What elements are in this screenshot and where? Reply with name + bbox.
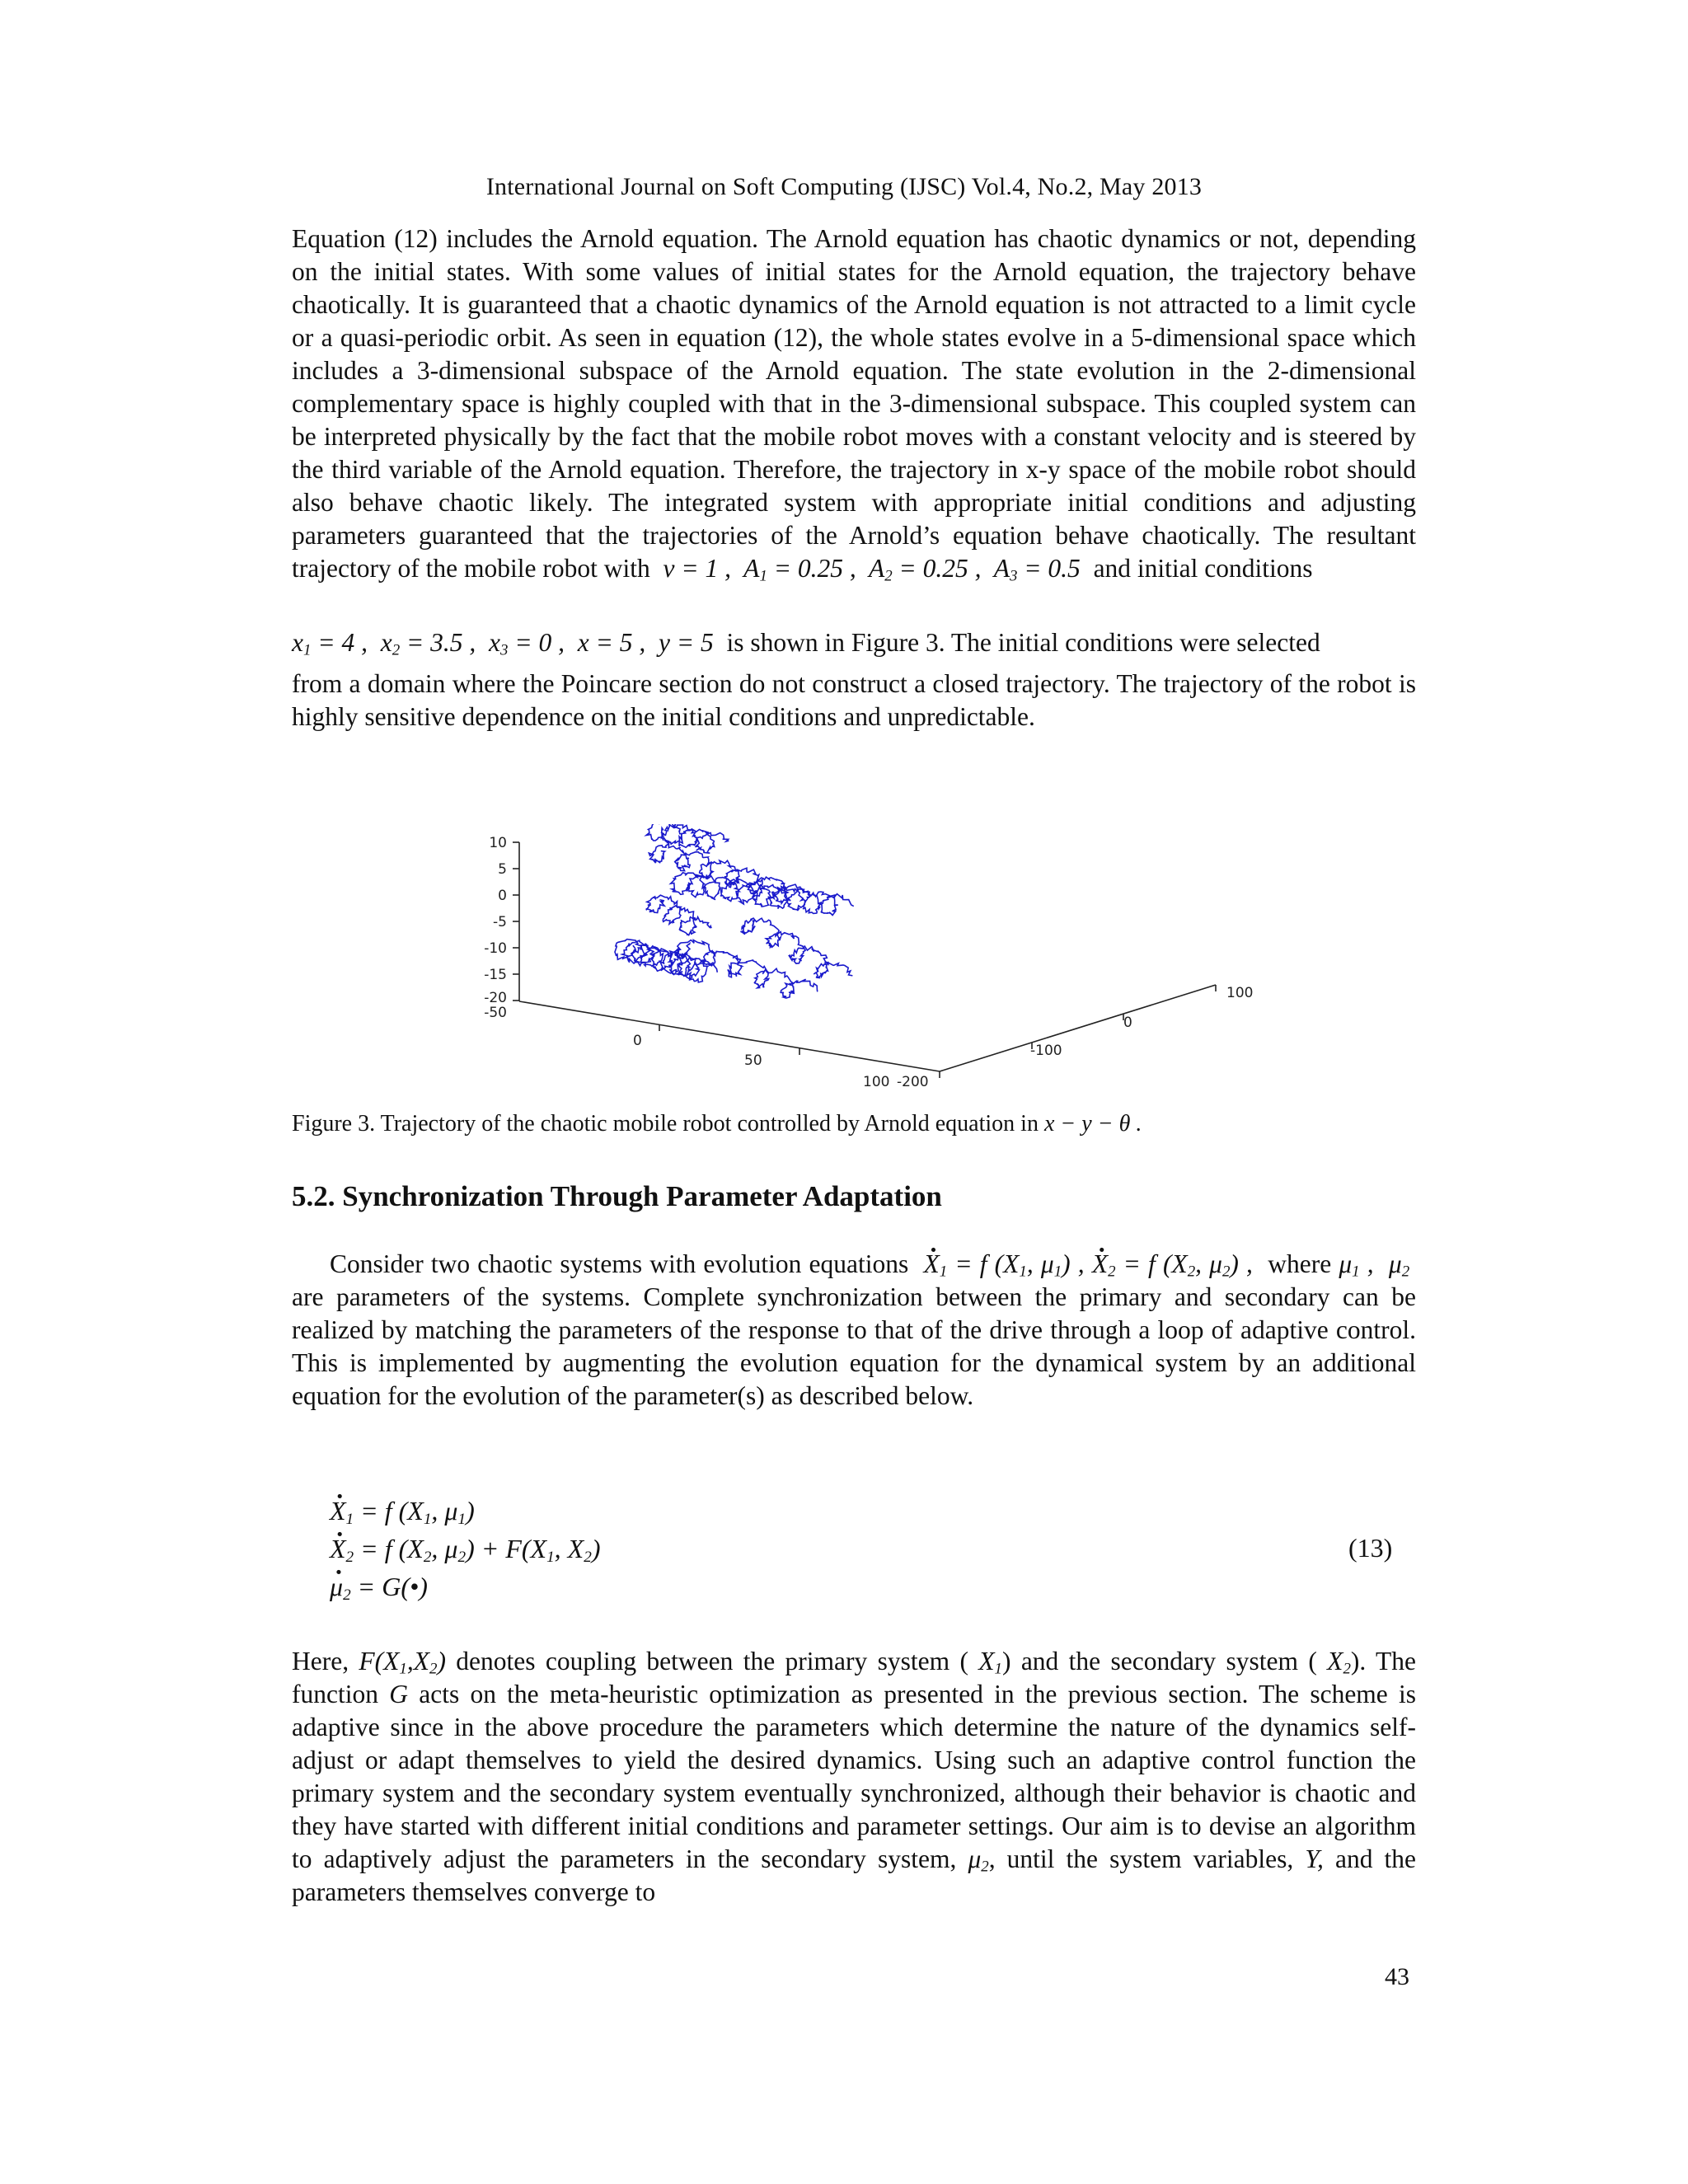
inline-math-mu: $\mu_1$ , $\mu_2$ [1339,1249,1410,1281]
x-tick-label: 0 [633,1033,642,1049]
trajectory-3d-plot [462,824,1286,1096]
paragraph-text: Consider two chaotic systems with evolution equations [330,1249,909,1278]
inline-math-conditions: $x_1 = 4$ , $x_2 = 3.5$ , $x_3 = 0$ , x = 5 , y = 5 [292,628,720,659]
z-tick-label: 0 [498,888,507,904]
paragraph-text: is shown in Figure 3. The initial conditions were selected [726,628,1320,657]
inline-math-params: v = 1 , $A_1 = 0.25$ , $A_2 = 0.25$ , $A_3 = 0.5$ [656,554,1087,585]
x-tick-label: 100 [863,1074,890,1090]
paragraph-poincare: from a domain where the Poincare section do not construct a closed trajectory. The trajectory of the robot is highly sensitive dependence on the initial conditions and unpredictable. [292,669,1416,731]
caption-math: x − y − θ . [1043,1111,1142,1137]
page-number: 43 [1385,1963,1409,1990]
paragraph-arnold [292,223,1416,585]
equation-number: (13) [1348,1533,1393,1563]
z-tick-label: -20 [484,990,507,1006]
trajectory-segment [646,895,711,935]
z-tick-label: -15 [484,967,507,983]
y-tick-label: -100 [1030,1043,1062,1059]
inline-math: G [389,1680,408,1708]
paragraph-text: where [1268,1249,1332,1278]
trajectory-curve [615,824,854,998]
y-tick-label: -200 [897,1074,929,1090]
paragraph-text: are parameters of the systems. Complete synchronization between the primary and secondary can be realized by matching the parameters of the response to that of the drive through a loop of adaptive control. This is implemented by augmenting the evolution equation for the dynamical system by an additional equation for the evolution of the parameter(s) as described below. [292,1282,1416,1410]
equation-line: · $X_2 = f$ ($X_2$, $\mu_2) + F(X_1$, $X_2$) [330,1530,600,1568]
paragraph-text: ). The function [292,1647,1417,1708]
paragraph-text: and the parameters themselves converge to [292,1844,1417,1906]
plot-axes [513,842,1216,1078]
equation-line: · $X_1 = f$ ($X_1$, $\mu_1$) [330,1492,600,1530]
paragraph-text: acts on the meta-heuristic optimization as presented in the previous section. The scheme is adaptive since in the above procedure the parameters which determine the nature of the dynamics self-adjust or adapt themselves to yield the desired dynamics. Using such an adaptive control function the primary system and the secondary system eventually synchronized, although their behavior is chaotic and they have started with different initial conditions and parameter settings. Our aim is to devise an algorithm to adaptively adjust the parameters in the secondary system, [292,1680,1417,1873]
tick-labels [484,835,1253,1090]
inline-math: $F(X_1,X_2)$ [359,1647,446,1678]
x-tick-label: 50 [744,1052,762,1069]
trajectory-segment [740,918,852,978]
caption-text: Figure 3. Trajectory of the chaotic mobile robot controlled by Arnold equation in [292,1111,1039,1137]
inline-math: $X_2$ [1316,1647,1351,1678]
trajectory-segment [646,824,729,853]
paragraph-text: , until the system variables, [988,1844,1294,1873]
running-header: International Journal on Soft Computing (IJSC) Vol.4, No.2, May 2013 [485,173,1203,200]
y-tick-label: 100 [1226,985,1254,1001]
z-tick-label: 5 [498,861,507,878]
figure-3 [462,824,1286,1096]
x-axis [519,1001,940,1071]
paragraph-text: denotes coupling between the primary system ( [456,1647,968,1675]
equation-13 [330,1492,600,1605]
y-tick-label: 0 [1123,1015,1132,1031]
paragraph-synchronization [292,1248,1416,1413]
inline-math-evolution: · $X_1 = f$ ($X_1$, $\mu_1$) , · $X_2 = f$ ($X_2$, $\mu_2$) , [916,1249,1260,1278]
paragraph-text: ) and the secondary system ( [1001,1647,1317,1675]
section-heading: 5.2. Synchronization Through Parameter Adaptation [292,1180,942,1212]
inline-math: $\mu_2$ [956,1844,989,1876]
paragraph-text: Equation (12) includes the Arnold equation. The Arnold equation has chaotic dynamics or not, depending on the initial states. With some values of initial states for the Arnold equation, the trajectory behave chaotically. It is guaranteed that a chaotic dynamics of the Arnold equation is not attracted to a limit cycle or a quasi-periodic orbit. As seen in equation (12), the whole states evolve in a 5-dimensional space which includes a 3-dimensional subspace of the Arnold equation. The state evolution in the 2-dimensional complementary space is highly coupled with that in the 3-dimensional subspace. This coupled system can be interpreted physically by the fact that the mobile robot moves with a constant velocity and is steered by the third variable of the Arnold equation. Therefore, the trajectory in x-y space of the mobile robot should also behave chaotic likely. The integrated system with appropriate initial conditions and adjusting parameters guaranteed that the trajectories of the Arnold’s equation behave chaotically. The resultant trajectory of the mobile robot with [292,224,1416,583]
paragraph-conditions [292,626,1416,659]
x-tick-label: -50 [484,1005,507,1021]
paragraph-text: Here, [292,1647,349,1675]
inline-math: Y, [1305,1844,1324,1873]
inline-math: $X_1$ [968,1647,1002,1678]
paragraph-text: and initial conditions [1093,554,1313,583]
z-tick-label: -5 [493,914,507,930]
figure-caption [292,1111,1416,1137]
z-tick-label: -10 [484,940,507,957]
z-tick-label: 10 [489,835,507,851]
paragraph-coupling [292,1645,1416,1909]
y-axis [940,985,1216,1071]
equation-line: · $\mu_2$ = G(•) [330,1568,600,1605]
